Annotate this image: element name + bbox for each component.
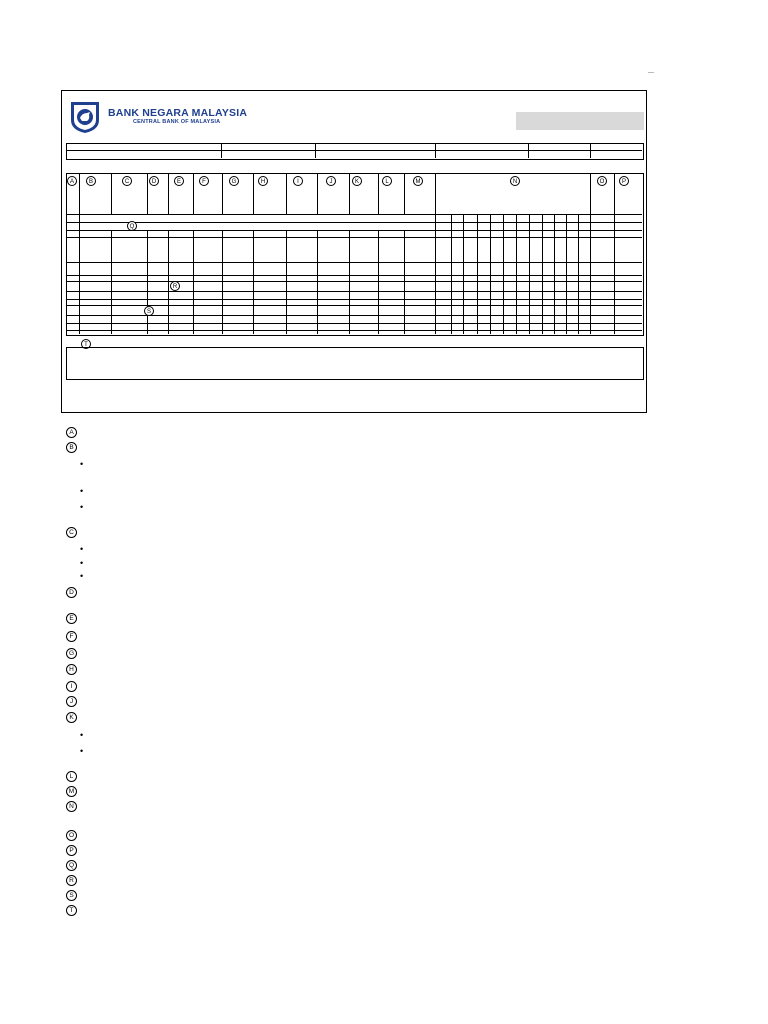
note-n: N — [66, 801, 77, 812]
row-line — [67, 291, 642, 292]
col-line — [253, 174, 254, 214]
n-subcol-line — [529, 214, 530, 334]
column-marker-e: E — [174, 176, 184, 186]
row-line — [67, 222, 642, 223]
column-marker-i: I — [293, 176, 303, 186]
row-line — [67, 230, 642, 231]
col-line — [349, 174, 350, 214]
column-marker-f: F — [199, 176, 209, 186]
col-line — [614, 174, 615, 334]
note-r: R — [66, 875, 77, 886]
info-col-divider — [590, 144, 591, 158]
col-line — [378, 230, 379, 334]
column-marker-l: L — [382, 176, 392, 186]
bank-name: BANK NEGARA MALAYSIA — [108, 107, 248, 119]
note-p: P — [66, 845, 77, 856]
info-table — [66, 143, 644, 160]
col-line — [111, 230, 112, 334]
n-subcol-line — [463, 214, 464, 334]
note-a: A — [66, 427, 77, 438]
n-subcol-line — [516, 214, 517, 334]
col-line — [168, 230, 169, 334]
n-subcol-line — [542, 214, 543, 334]
col-line — [111, 174, 112, 214]
col-line — [79, 174, 80, 334]
col-line — [168, 174, 169, 214]
col-line — [404, 174, 405, 214]
note-t: T — [66, 905, 77, 916]
note-c-bullet: • — [80, 544, 84, 554]
row-line — [67, 214, 642, 215]
col-line — [317, 174, 318, 214]
column-marker-o: O — [597, 176, 607, 186]
col-line — [222, 174, 223, 214]
column-marker-j: J — [326, 176, 336, 186]
info-col-divider — [315, 144, 316, 158]
note-m: M — [66, 786, 77, 797]
col-line — [286, 230, 287, 334]
page-mark — [648, 72, 654, 73]
col-line — [404, 230, 405, 334]
row-line — [67, 299, 642, 300]
note-k-bullet: • — [80, 746, 84, 756]
row-line — [67, 262, 642, 263]
note-o: O — [66, 830, 77, 841]
col-line — [147, 230, 148, 334]
reference-box — [516, 112, 644, 130]
row-marker-s: S — [144, 306, 154, 316]
row-line — [67, 237, 642, 238]
note-k: K — [66, 712, 77, 723]
note-f: F — [66, 631, 77, 642]
row-line — [67, 330, 642, 331]
col-line — [590, 174, 591, 334]
note-c: C — [66, 527, 77, 538]
info-col-divider — [528, 144, 529, 158]
note-q: Q — [66, 860, 77, 871]
bank-logo-icon — [68, 100, 102, 134]
n-subcol-line — [490, 214, 491, 334]
info-col-divider — [221, 144, 222, 158]
column-marker-c: C — [122, 176, 132, 186]
column-marker-a: A — [67, 176, 77, 186]
col-line — [147, 174, 148, 214]
column-marker-k: K — [352, 176, 362, 186]
note-l: L — [66, 771, 77, 782]
column-marker-h: H — [258, 176, 268, 186]
note-c-bullet: • — [80, 571, 84, 581]
column-marker-n: N — [510, 176, 520, 186]
n-subcol-line — [554, 214, 555, 334]
bank-subtitle: CENTRAL BANK OF MALAYSIA — [133, 119, 221, 125]
row-line — [67, 281, 642, 282]
info-table-divider — [67, 150, 642, 151]
col-line — [349, 230, 350, 334]
note-h: H — [66, 664, 77, 675]
note-i: I — [66, 681, 77, 692]
note-c-bullet: • — [80, 558, 84, 568]
note-s: S — [66, 890, 77, 901]
column-marker-d: D — [149, 176, 159, 186]
remark-marker-t: T — [81, 339, 91, 349]
n-subcol-line — [477, 214, 478, 334]
column-marker-p: P — [619, 176, 629, 186]
row-line — [67, 315, 642, 316]
note-d: D — [66, 587, 77, 598]
row-line — [67, 305, 642, 306]
note-g: G — [66, 648, 77, 659]
column-marker-m: M — [413, 176, 423, 186]
col-line — [193, 174, 194, 214]
note-e: E — [66, 613, 77, 624]
col-line — [317, 230, 318, 334]
column-marker-g: G — [229, 176, 239, 186]
remark-box — [66, 347, 644, 380]
col-line — [222, 230, 223, 334]
note-b: B — [66, 442, 77, 453]
column-marker-b: B — [86, 176, 96, 186]
col-line — [378, 174, 379, 214]
row-line — [67, 323, 642, 324]
col-line — [286, 174, 287, 214]
note-k-bullet: • — [80, 730, 84, 740]
info-col-divider — [435, 144, 436, 158]
n-subcol-line — [451, 214, 452, 334]
n-subcol-line — [578, 214, 579, 334]
row-line — [67, 275, 642, 276]
col-line — [253, 230, 254, 334]
col-line — [435, 174, 436, 334]
note-j: J — [66, 696, 77, 707]
note-b-bullet: • — [80, 459, 84, 469]
row-marker-r: R — [170, 281, 180, 291]
row-marker-q: Q — [127, 221, 137, 231]
col-line — [193, 230, 194, 334]
note-b-bullet: • — [80, 486, 84, 496]
note-b-bullet: • — [80, 502, 84, 512]
n-subcol-line — [566, 214, 567, 334]
n-subcol-line — [503, 214, 504, 334]
